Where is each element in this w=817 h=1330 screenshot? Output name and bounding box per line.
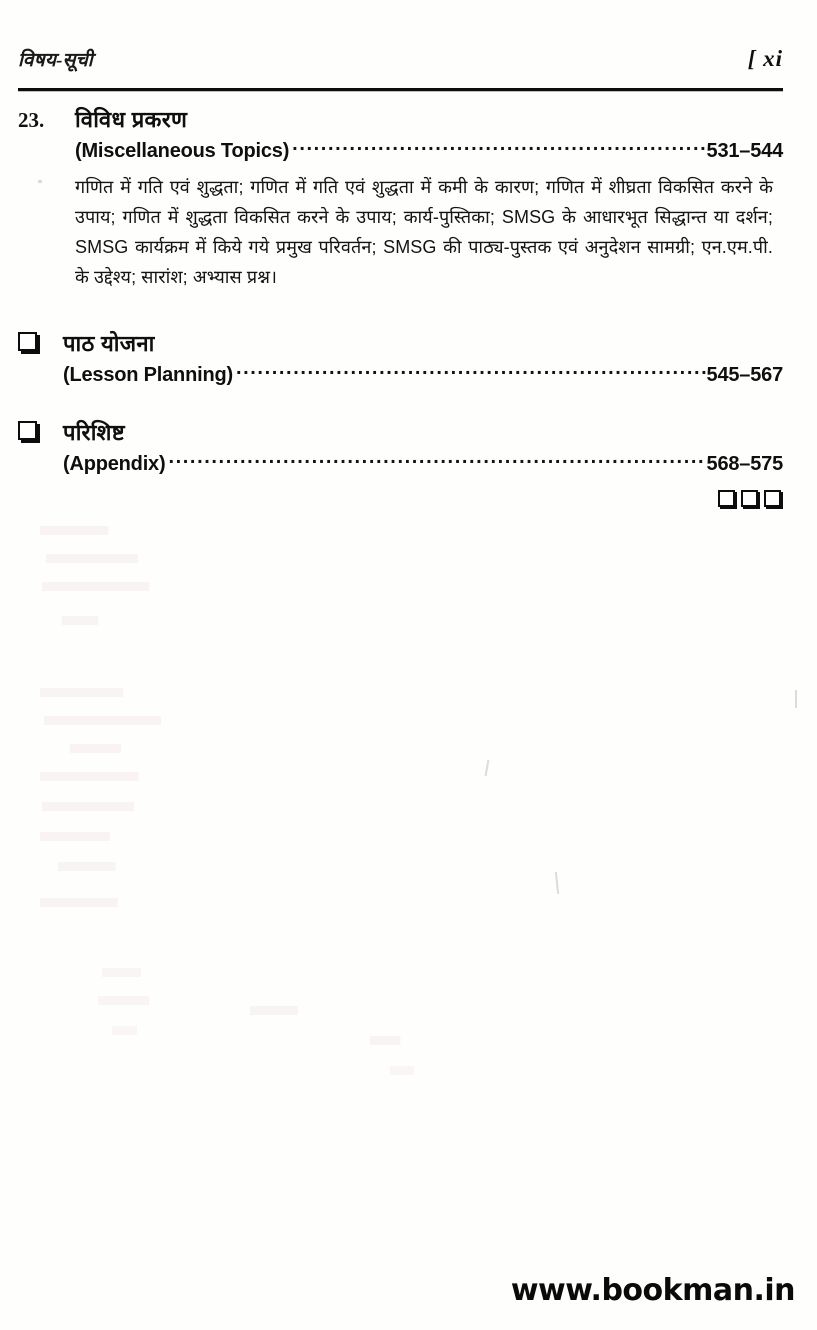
toc-entry-page-range: 531–544 — [706, 140, 783, 162]
toc-entry-heading — [18, 328, 783, 358]
toc-entry-title-hindi: परिशिष्ट — [63, 420, 125, 445]
toc-entry-lesson-planning[interactable] — [18, 328, 783, 387]
toc-entry-title-english: (Lesson Planning) — [63, 364, 233, 386]
toc-entry-title-hindi: पाठ योजना — [63, 331, 155, 356]
spacer — [18, 387, 783, 417]
toc-entry-subheading — [18, 361, 783, 387]
toc-entry-number: 23. — [18, 108, 45, 132]
header-divider — [18, 88, 783, 91]
toc-entry-heading — [18, 104, 783, 134]
square-ornament-icon — [764, 490, 781, 507]
table-of-contents — [18, 104, 783, 507]
toc-entry-title-english: (Appendix) — [63, 453, 166, 475]
toc-entry-title-hindi: विविध प्रकरण — [75, 107, 188, 132]
scan-bleedthrough-artifact-secondary — [250, 980, 510, 1100]
running-header — [18, 46, 783, 72]
toc-entry-heading — [18, 417, 783, 447]
toc-entry-miscellaneous-topics[interactable] — [18, 104, 783, 292]
site-watermark: www.bookman.in — [510, 1273, 795, 1308]
square-ornament-icon — [718, 490, 735, 507]
toc-entry-page-range: 545–567 — [706, 364, 783, 386]
scan-speck — [485, 760, 490, 776]
toc-entry-title-english: (Miscellaneous Topics) — [75, 140, 290, 162]
section-end-ornament — [18, 490, 783, 507]
square-ornament-icon — [741, 490, 758, 507]
square-bullet-icon — [18, 330, 63, 351]
page-folio: [ xi — [747, 46, 783, 71]
toc-entry-description: गणित में गति एवं शुद्धता; गणित में गति एवं शुद्धता में कमी के कारण; गणित में शीघ्रता विकसित करने के उपाय; गणित में शुद्धता विकसित करने के उपाय; कार्य-पुस्तिका; SMSG के आधारभूत सिद्धान्त या दर्शन; SMSG कार्यक्रम में किये गये प्रमुख परिवर्तन; SMSG की पाठ्य-पुस्तक एवं अनुदेशन सामग्री; एन.एम.पी. के उद्देश्य; सारांश; अभ्यास प्रश्न। — [75, 177, 773, 287]
toc-entry-page-range: 568–575 — [706, 453, 783, 475]
scan-speck — [795, 690, 797, 708]
toc-entry-subheading — [18, 137, 783, 163]
square-bullet-icon — [18, 419, 63, 440]
dot-leader — [292, 137, 705, 157]
dot-leader — [236, 361, 706, 381]
toc-entry-subheading — [18, 450, 783, 476]
dot-leader — [168, 450, 705, 470]
running-header-title: विषय-सूची — [18, 50, 93, 71]
scan-bleedthrough-artifact — [40, 520, 460, 1080]
scan-speck — [555, 872, 559, 894]
spacer — [18, 292, 783, 328]
toc-entry-appendix[interactable] — [18, 417, 783, 476]
